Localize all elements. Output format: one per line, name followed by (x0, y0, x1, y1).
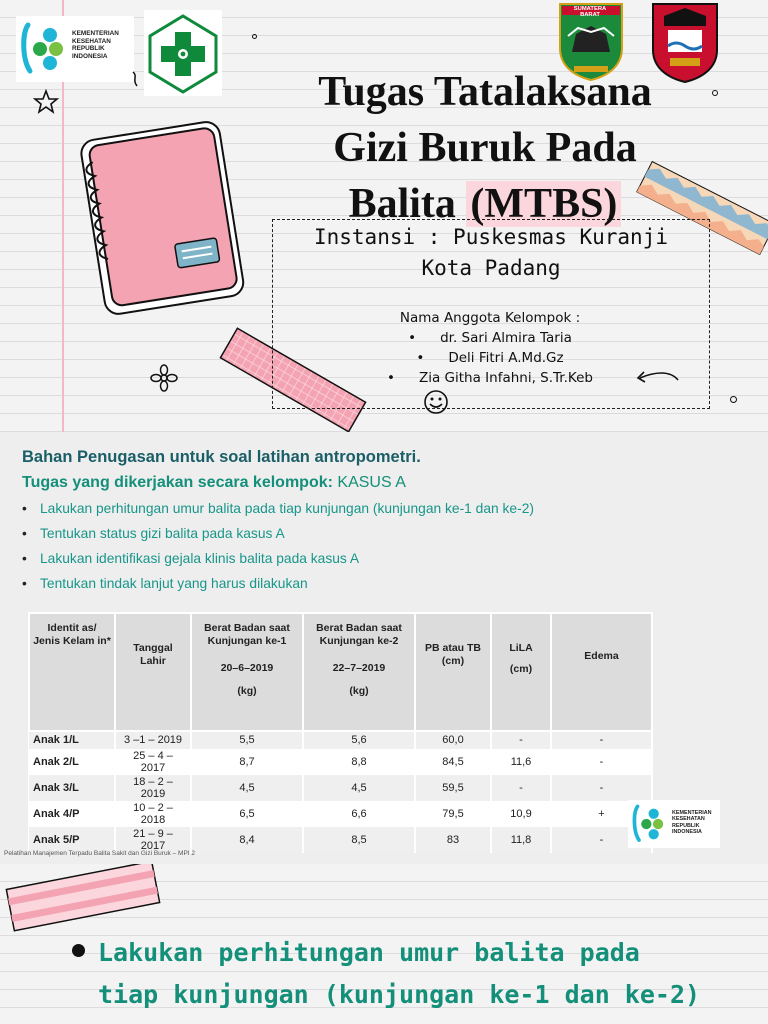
table-cell: Anak 3/L (29, 775, 115, 801)
kemenkes-logo-text: KEMENTERIAN KESEHATAN REPUBLIK INDONESIA (72, 30, 119, 60)
table-row (29, 731, 652, 749)
mtbs-highlight: (MTBS) (466, 181, 621, 227)
slide-footnote: Pelatihan Manajemen Terpadu Balita Sakit dan Gizi Buruk – MPI 2 (4, 850, 196, 857)
table-row (29, 775, 652, 801)
task-item: • Lakukan perhitungan umur balita pada tiap kunjungan (kunjungan ke-1 dan ke-2) (22, 500, 607, 517)
title-slide (0, 0, 768, 432)
notebook-sticker-icon (78, 116, 246, 316)
table-row (29, 749, 652, 775)
task-item: • Lakukan identifikasi gejala klinis balita pada kasus A (22, 550, 607, 567)
kemenkes-logo (16, 16, 134, 82)
table-cell: 83 (415, 827, 491, 853)
table-cell: 5,6 (303, 731, 415, 749)
header-dob: Tanggal Lahir (115, 613, 191, 731)
page-title: Tugas Tatalaksana Gizi Buruk Pada Balita (MTBS) (318, 69, 652, 227)
member-item: • Deli Fitri A.Md.Gz (300, 348, 680, 368)
assignment-heading: Bahan Penugasan untuk soal latihan antropometri. (22, 448, 421, 466)
table-cell: Anak 2/L (29, 749, 115, 775)
header-length-height: PB atau TB (cm) (415, 613, 491, 731)
table-cell: 8,5 (303, 827, 415, 853)
arrow-doodle-icon (632, 366, 682, 388)
member-item: • Zia Githa Infahni, S.Tr.Keb (300, 368, 680, 388)
anthropometry-table (28, 612, 653, 853)
pink-striped-tape-icon (5, 864, 161, 932)
table-cell: - (551, 749, 652, 775)
puskesmas-cross-icon (144, 10, 222, 96)
table-cell: Anak 1/L (29, 731, 115, 749)
table-cell: 3 –1 – 2019 (115, 731, 191, 749)
kemenkes-logo-small (628, 800, 720, 848)
kemenkes-emblem-icon (630, 802, 670, 846)
table-cell: 6,5 (191, 801, 303, 827)
table-cell: 84,5 (415, 749, 491, 775)
task-item: • Tentukan status gizi balita pada kasus A (22, 525, 607, 542)
table-cell: 8,8 (303, 749, 415, 775)
instruction-text: Lakukan perhitungan umur balita pada tiap kunjungan (kunjungan ke-1 dan ke-2) (98, 938, 701, 1009)
members-section (300, 308, 680, 388)
table-cell: 10,9 (491, 801, 551, 827)
header-edema: Edema (551, 613, 652, 731)
table-cell: - (491, 731, 551, 749)
table-cell: 59,5 (415, 775, 491, 801)
table-cell: 6,6 (303, 801, 415, 827)
task-list (22, 500, 607, 600)
table-cell: - (551, 827, 652, 853)
table-cell: 10 – 2 – 2018 (115, 801, 191, 827)
squiggle-doodle-icon (130, 70, 144, 88)
instansi-label: Instansi : Puskesmas Kuranji Kota Padang (313, 225, 668, 280)
star-doodle-icon (32, 88, 60, 116)
table-cell: 8,7 (191, 749, 303, 775)
table-cell: 11,8 (491, 827, 551, 853)
instruction-slide (0, 864, 768, 1024)
table-cell: Anak 5/P (29, 827, 115, 853)
assignment-slide (0, 432, 768, 864)
circle-doodle-icon (252, 34, 257, 39)
table-cell: Anak 4/P (29, 801, 115, 827)
member-item: • dr. Sari Almira Taria (300, 328, 680, 348)
table-cell: 25 – 4 – 2017 (115, 749, 191, 775)
assignment-subheading: Tugas yang dikerjakan secara kelompok: KASUS A (22, 474, 406, 491)
table-cell: - (491, 775, 551, 801)
table-cell: 60,0 (415, 731, 491, 749)
kemenkes-logo-text: KEMENTERIAN KESEHATAN REPUBLIK INDONESIA (672, 810, 712, 836)
table-cell: 4,5 (191, 775, 303, 801)
table-cell: + (551, 801, 652, 827)
shield-banner-text: SUMATERA BARAT (573, 6, 607, 18)
header-weight-visit-1: Berat Badan saat Kunjungan ke-1 20–6–2019 (kg) (191, 613, 303, 731)
table-cell: 21 – 9 – 2017 (115, 827, 191, 853)
header-lila: LiLA (cm) (491, 613, 551, 731)
circle-doodle-icon (730, 396, 737, 403)
table-cell: 4,5 (303, 775, 415, 801)
table-cell: - (551, 775, 652, 801)
table-header-row (29, 613, 652, 731)
table-row (29, 801, 652, 827)
table-cell: 11,6 (491, 749, 551, 775)
table-cell: - (551, 731, 652, 749)
table-cell: 5,5 (191, 731, 303, 749)
bullet-dot (72, 944, 85, 957)
table-body (29, 731, 652, 853)
header-weight-visit-2: Berat Badan saat Kunjungan ke-2 22–7–2019 (kg) (303, 613, 415, 731)
kemenkes-emblem-icon (20, 19, 70, 79)
table-cell: 79,5 (415, 801, 491, 827)
smiley-doodle-icon (422, 388, 450, 416)
flower-doodle-icon (150, 364, 178, 392)
table-cell: 8,4 (191, 827, 303, 853)
table-cell: 18 – 2 – 2019 (115, 775, 191, 801)
puskesmas-logo (144, 10, 222, 96)
members-heading: Nama Anggota Kelompok : (399, 310, 581, 326)
table-row (29, 827, 652, 853)
task-item: • Tentukan tindak lanjut yang harus dilakukan (22, 575, 607, 592)
header-identity: Identit as/ Jenis Kelam in* (29, 613, 115, 731)
